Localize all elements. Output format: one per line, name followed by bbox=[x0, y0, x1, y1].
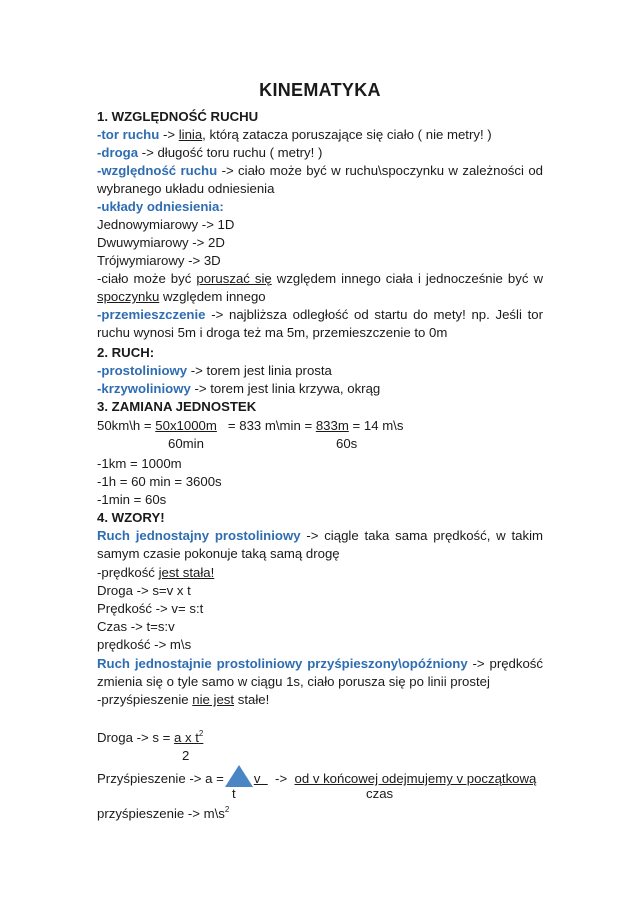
denominator-60min: 60min bbox=[168, 436, 204, 451]
formula2-droga: Droga -> s = a x $t^2$ bbox=[97, 728, 204, 745]
dim-1d: Jednowymiarowy -> 1D bbox=[97, 217, 235, 232]
dim-3d: Trójwymiarowy -> 3D bbox=[97, 253, 221, 268]
section-2-heading: 2. RUCH: bbox=[97, 345, 155, 360]
rjp-term: Ruch jednostajny prostoliniowy bbox=[97, 528, 301, 543]
unit-min: -1min = 60s bbox=[97, 492, 167, 507]
przemieszczenie-line-2: ruchu wynosi 5m i droga też ma 5m, przemieszczenie to 0m bbox=[97, 325, 448, 340]
rjpp-term: Ruch jednostajnie prostoliniowy przyśpieszony\opóźniony bbox=[97, 656, 468, 671]
predkosc-stala-line: -prędkość jest stała! bbox=[97, 565, 215, 580]
conversion-line: 50km\h = 50x1000m = 833 m\min = 833m = 14 m\s bbox=[97, 418, 404, 433]
wzglednosc-term: -względność ruchu bbox=[97, 163, 218, 178]
formula-droga: Droga -> s=v x t bbox=[97, 583, 191, 598]
formula2-przyspieszenie: Przyśpieszenie -> a = v -> od v końcowej odejmujemy v początkową bbox=[97, 765, 536, 788]
section-3-heading: 3. ZAMIANA JEDNOSTEK bbox=[97, 399, 257, 414]
krzywoliniowy-term: -krzywoliniowy bbox=[97, 381, 191, 396]
tor-ruchu-term: -tor ruchu bbox=[97, 127, 160, 142]
przyspieszenie-line: -przyśpieszenie nie jest stałe! bbox=[97, 692, 270, 707]
unit-km: -1km = 1000m bbox=[97, 456, 182, 471]
cialo-line-2: spoczynku względem innego bbox=[97, 289, 266, 304]
denominator-60s: 60s bbox=[336, 436, 358, 451]
rjpp-line: Ruch jednostajnie prostoliniowy przyśpieszony\opóźniony -> prędkość bbox=[97, 656, 543, 671]
formula2-droga-denominator: 2 bbox=[182, 748, 190, 763]
droga-line: -droga -> długość toru ruchu ( metry! ) bbox=[97, 145, 323, 160]
rjp-line-2: samym czasie pokonuje taką samą drogę bbox=[97, 546, 340, 561]
section-1-heading: 1. WZGLĘDNOŚĆ RUCHU bbox=[97, 109, 259, 124]
unit-h: -1h = 60 min = 3600s bbox=[97, 474, 222, 489]
formula-predkosc: Prędkość -> v= s:t bbox=[97, 601, 204, 616]
formula-czas: Czas -> t=s:v bbox=[97, 619, 175, 634]
przemieszczenie-line: -przemieszczenie -> najbliższa odległość od startu do mety! np. Jeśli tor bbox=[97, 307, 543, 322]
prostoliniowy-term: -prostoliniowy bbox=[97, 363, 188, 378]
wzglednosc-line: -względność ruchu -> ciało może być w ruchu\spoczynku w zależności od bbox=[97, 163, 543, 178]
page-title: KINEMATYKA bbox=[259, 80, 381, 100]
rjpp-line-2: zmienia się o tyle samo w ciągu 1s, ciało porusza się po linii prostej bbox=[97, 674, 490, 689]
formula-predkosc-unit: prędkość -> m\s bbox=[97, 637, 192, 652]
prostoliniowy-line: -prostoliniowy -> torem jest linia prosta bbox=[97, 363, 332, 378]
formula2-denominator-czas: czas bbox=[366, 786, 394, 801]
tor-ruchu-line: -tor ruchu -> linia, którą zatacza poruszające się ciało ( nie metry! ) bbox=[97, 127, 492, 142]
rjp-line: Ruch jednostajny prostoliniowy -> ciągle taka sama prędkość, w takim bbox=[97, 528, 543, 543]
droga-term: -droga bbox=[97, 145, 139, 160]
krzywoliniowy-line: -krzywoliniowy -> torem jest linia krzywa, okrąg bbox=[97, 381, 381, 396]
cialo-line: -ciało może być poruszać się względem innego ciała i jednocześnie być w bbox=[97, 271, 543, 286]
delta-triangle-icon bbox=[225, 765, 253, 787]
wzglednosc-line-2: wybranego układu odniesienia bbox=[97, 181, 275, 196]
uklady-term: -układy odniesienia: bbox=[97, 199, 224, 214]
dim-2d: Dwuwymiarowy -> 2D bbox=[97, 235, 225, 250]
przemieszczenie-term: -przemieszczenie bbox=[97, 307, 206, 322]
section-4-heading: 4. WZORY! bbox=[97, 510, 165, 525]
formula2-unit: przyśpieszenie -> $m\backslash s^2$ bbox=[97, 804, 230, 821]
formula2-denominator-t: t bbox=[232, 786, 236, 801]
